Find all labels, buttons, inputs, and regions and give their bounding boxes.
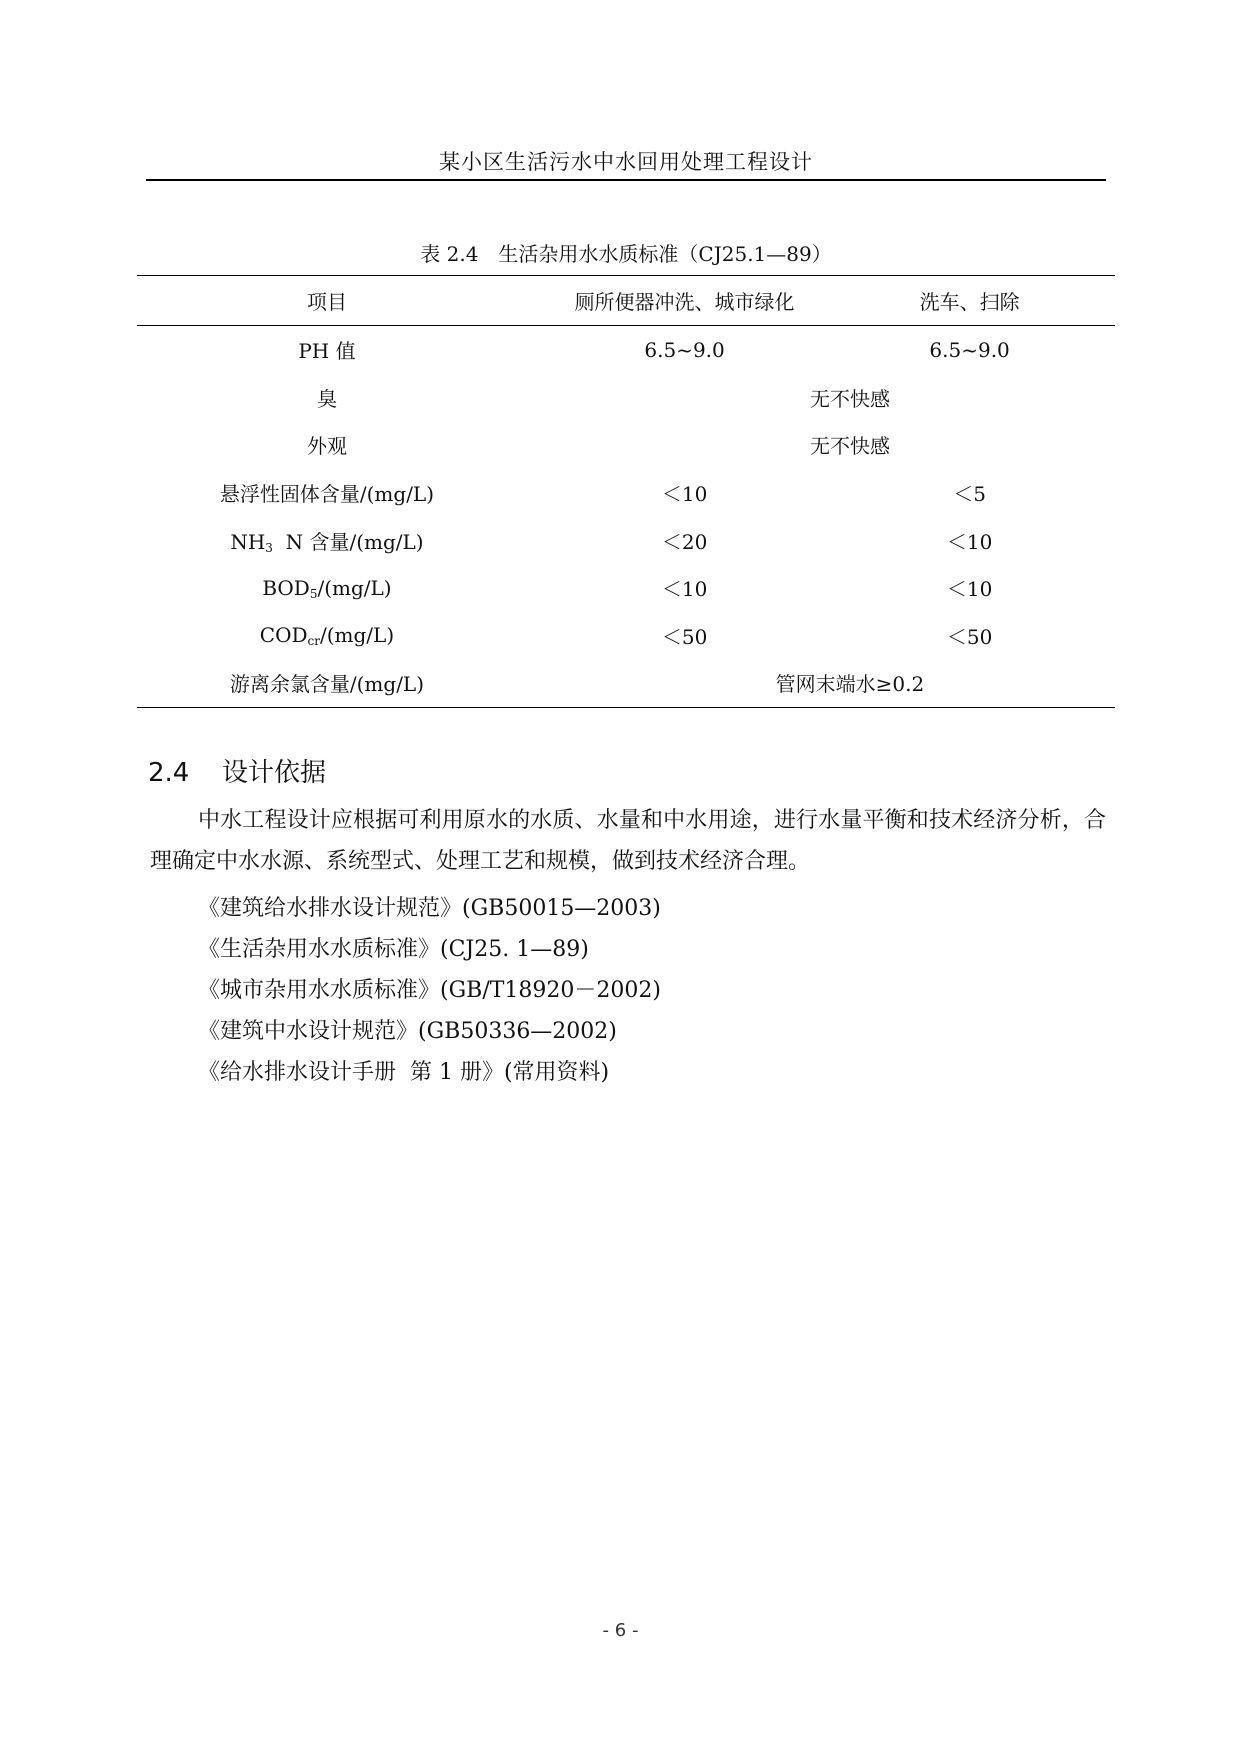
section-heading bbox=[148, 752, 326, 789]
table-row bbox=[137, 564, 1115, 612]
row-item-label bbox=[137, 612, 545, 660]
row-value-b: ＜5 bbox=[953, 482, 986, 507]
section-paragraph: 中水工程设计应根据可利用原水的水质、水量和中水用途，进行水量平衡和技术经济分析，合理确定中水水源、系统型式、处理工艺和规模，做到技术经济合理。 bbox=[150, 808, 1106, 874]
reference-item: 《建筑中水设计规范》(GB50336—2002) bbox=[198, 1019, 617, 1044]
row-item-label bbox=[137, 564, 545, 612]
row-value-b: 6.5~9.0 bbox=[929, 337, 1010, 362]
item-subscript: cr bbox=[307, 634, 320, 649]
row-value-a: ＜50 bbox=[661, 624, 708, 649]
row-value-b: ＜50 bbox=[946, 624, 993, 649]
table-row bbox=[137, 469, 1115, 517]
table-row bbox=[137, 659, 1115, 707]
column-header-item: 项目 bbox=[306, 290, 347, 314]
item-subscript: 5 bbox=[309, 586, 318, 601]
item-main: COD bbox=[259, 623, 308, 648]
item-main: BOD bbox=[262, 575, 310, 600]
item-tail: /(mg/L) bbox=[317, 575, 392, 600]
row-item-label: PH 值 bbox=[298, 339, 356, 364]
column-header-car-wash: 洗车、扫除 bbox=[919, 290, 1020, 314]
row-item-label: 臭 bbox=[316, 386, 337, 411]
reference-item: 《城市杂用水水质标准》(GB/T18920－2002) bbox=[198, 978, 661, 1003]
row-value-a: ＜10 bbox=[661, 482, 708, 507]
table-row bbox=[137, 374, 1115, 422]
item-main: NH bbox=[230, 529, 266, 554]
header-divider bbox=[146, 179, 1106, 181]
reference-item: 《生活杂用水水质标准》(CJ25. 1—89) bbox=[198, 937, 589, 962]
section-number: 2.4 bbox=[148, 758, 190, 788]
water-quality-table bbox=[137, 275, 1115, 708]
row-value-b: ＜10 bbox=[946, 529, 993, 554]
row-value-b: ＜10 bbox=[946, 577, 993, 602]
reference-list bbox=[198, 888, 661, 1093]
row-value-a: ＜20 bbox=[661, 529, 708, 554]
row-item-label: 外观 bbox=[306, 434, 347, 459]
table-row bbox=[137, 516, 1115, 564]
item-tail: /(mg/L) bbox=[320, 623, 395, 648]
table-caption: 表 2.4 生活杂用水水质标准（CJ25.1—89） bbox=[420, 242, 832, 266]
table-row bbox=[137, 421, 1115, 469]
column-header-toilet-greening: 厕所便器冲洗、城市绿化 bbox=[574, 290, 795, 314]
table-header-row bbox=[137, 276, 1115, 326]
row-value-merged: 无不快感 bbox=[809, 434, 890, 459]
row-item-label bbox=[137, 516, 545, 564]
table-row bbox=[137, 326, 1115, 374]
row-item-label: 悬浮性固体含量/(mg/L) bbox=[219, 482, 435, 507]
row-value-a: ＜10 bbox=[661, 577, 708, 602]
row-item-label: 游离余氯含量/(mg/L) bbox=[229, 672, 425, 697]
page-header-title: 某小区生活污水中水回用处理工程设计 bbox=[439, 150, 813, 174]
row-value-merged: 管网末端水≥0.2 bbox=[775, 672, 925, 697]
page-number: - 6 - bbox=[602, 1620, 639, 1641]
row-value-merged: 无不快感 bbox=[809, 386, 890, 411]
item-subscript: 3 bbox=[265, 540, 273, 555]
table-row bbox=[137, 612, 1115, 660]
section-title: 设计依据 bbox=[222, 758, 327, 788]
row-value-a: 6.5~9.0 bbox=[644, 337, 725, 362]
item-tail: N 含量/(mg/L) bbox=[272, 529, 424, 554]
reference-item: 《给水排水设计手册 第 1 册》(常用资料) bbox=[198, 1060, 610, 1085]
reference-item: 《建筑给水排水设计规范》(GB50015—2003) bbox=[198, 896, 661, 921]
